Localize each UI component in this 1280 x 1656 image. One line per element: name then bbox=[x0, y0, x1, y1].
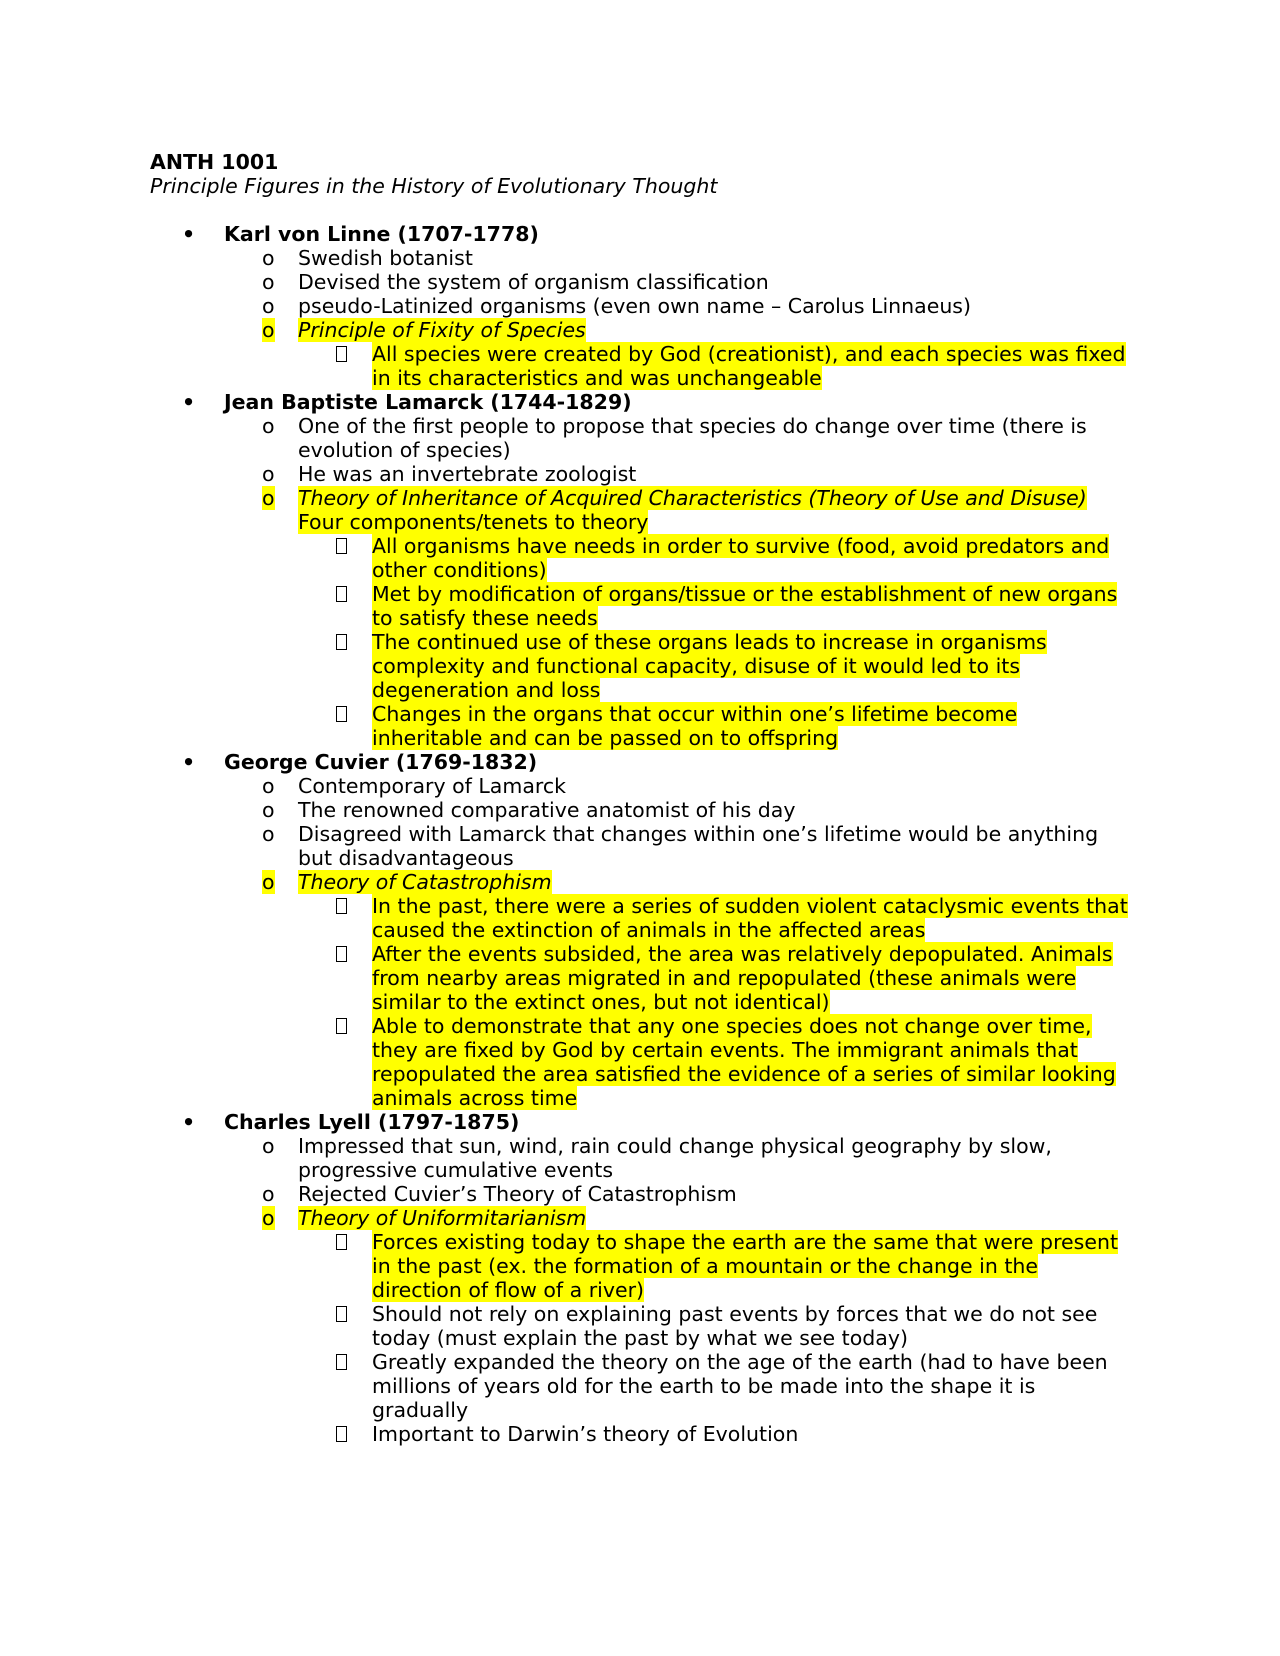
sub-item bbox=[150, 534, 1130, 582]
item-text: Devised the system of organism classification bbox=[298, 270, 769, 294]
square-bullet-icon bbox=[336, 582, 347, 606]
theory-name: Theory of Uniformitarianism bbox=[298, 1206, 587, 1230]
continuation-text: Four components/tenets to theory bbox=[298, 510, 649, 534]
list-item bbox=[150, 798, 1130, 822]
square-bullet-icon bbox=[336, 702, 347, 726]
circle-marker: o bbox=[262, 798, 275, 822]
square-bullet-icon bbox=[336, 1422, 347, 1446]
document-subtitle: Principle Figures in the History of Evolutionary Thought bbox=[150, 174, 718, 198]
sub-item bbox=[150, 342, 1130, 390]
item-text: One of the first people to propose that species do change over time (there is evolution of species) bbox=[298, 414, 1087, 462]
sub-item-text: Greatly expanded the theory on the age of the earth (had to have been millions of years old for the earth to be made into the shape it is gradually bbox=[372, 1350, 1108, 1422]
circle-marker: o bbox=[262, 822, 275, 846]
square-bullet-icon bbox=[336, 1014, 347, 1038]
figure-heading bbox=[150, 390, 1130, 414]
square-bullet-icon bbox=[336, 942, 347, 966]
sub-item bbox=[150, 1302, 1130, 1350]
theory-name: Theory of Inheritance of Acquired Characteristics (Theory of Use and Disuse) bbox=[298, 486, 1087, 510]
sub-item-text: Met by modification of organs/tissue or the establishment of new organs to satisfy these needs bbox=[372, 582, 1118, 630]
item-text: Rejected Cuvier’s Theory of Catastrophism bbox=[298, 1182, 737, 1206]
bullet-marker: • bbox=[182, 1110, 196, 1134]
sub-item bbox=[150, 1230, 1130, 1302]
circle-marker: o bbox=[262, 462, 275, 486]
sub-item bbox=[150, 702, 1130, 750]
figure-name: Jean Baptiste Lamarck (1744-1829) bbox=[224, 390, 632, 414]
item-text: Disagreed with Lamarck that changes within one’s lifetime would be anything but disadvantageous bbox=[298, 822, 1099, 870]
circle-marker: o bbox=[262, 246, 275, 270]
list-item bbox=[150, 462, 1130, 486]
sub-item bbox=[150, 630, 1130, 702]
list-item bbox=[150, 822, 1130, 870]
figure-heading bbox=[150, 1110, 1130, 1134]
square-bullet-icon bbox=[336, 534, 347, 558]
sub-item-text: Forces existing today to shape the earth are the same that were present in the past (ex. the formation of a mountain or the change in the direction of flow of a river) bbox=[372, 1230, 1118, 1302]
sub-item-text: Important to Darwin’s theory of Evolution bbox=[372, 1422, 799, 1446]
list-item bbox=[150, 246, 1130, 270]
figure-heading bbox=[150, 222, 1130, 246]
sub-item-text: Should not rely on explaining past events by forces that we do not see today (must explain the past by what we see today) bbox=[372, 1302, 1098, 1350]
bullet-marker: • bbox=[182, 222, 196, 246]
square-bullet-icon bbox=[336, 1302, 347, 1326]
circle-marker: o bbox=[262, 1182, 275, 1206]
sub-item bbox=[150, 582, 1130, 630]
list-item bbox=[150, 414, 1130, 462]
sub-item-text: In the past, there were a series of sudden violent cataclysmic events that caused the extinction of animals in the affected areas bbox=[372, 894, 1128, 942]
circle-marker: o bbox=[262, 486, 275, 510]
sub-item-text: After the events subsided, the area was relatively depopulated. Animals from nearby areas migrated in and repopulated (these animals were similar to the extinct ones, but not identical) bbox=[372, 942, 1113, 1014]
sub-item-text: Changes in the organs that occur within one’s lifetime become inheritable and can be passed on to offspring bbox=[372, 702, 1018, 750]
item-text: Contemporary of Lamarck bbox=[298, 774, 567, 798]
bullet-marker: • bbox=[182, 750, 196, 774]
sub-item-text: Able to demonstrate that any one species does not change over time, they are fixed by God by certain events. The immigrant animals that repopulated the area satisfied the evidence of a series of similar looking animals across time bbox=[372, 1014, 1116, 1110]
bullet-marker: • bbox=[182, 390, 196, 414]
theory-name: Theory of Catastrophism bbox=[298, 870, 552, 894]
square-bullet-icon bbox=[336, 1230, 347, 1254]
theory-item bbox=[150, 1206, 1130, 1230]
circle-marker: o bbox=[262, 1134, 275, 1158]
list-item bbox=[150, 774, 1130, 798]
circle-marker: o bbox=[262, 414, 275, 438]
circle-marker: o bbox=[262, 318, 275, 342]
sub-item bbox=[150, 894, 1130, 942]
theory-item bbox=[150, 870, 1130, 894]
list-item bbox=[150, 1134, 1130, 1182]
item-text: The renowned comparative anatomist of his day bbox=[298, 798, 796, 822]
theory-item bbox=[150, 486, 1130, 510]
square-bullet-icon bbox=[336, 1350, 347, 1374]
figure-heading bbox=[150, 750, 1130, 774]
figure-name: George Cuvier (1769-1832) bbox=[224, 750, 538, 774]
square-bullet-icon bbox=[336, 342, 347, 366]
theory-item bbox=[150, 318, 1130, 342]
sub-item bbox=[150, 942, 1130, 1014]
circle-marker: o bbox=[262, 1206, 275, 1230]
list-item bbox=[150, 1182, 1130, 1206]
item-text: Impressed that sun, wind, rain could change physical geography by slow, progressive cumulative events bbox=[298, 1134, 1052, 1182]
circle-marker: o bbox=[262, 774, 275, 798]
document-page bbox=[150, 150, 1130, 1446]
figure-name: Charles Lyell (1797-1875) bbox=[224, 1110, 520, 1134]
circle-marker: o bbox=[262, 270, 275, 294]
item-text: pseudo-Latinized organisms (even own name – Carolus Linnaeus) bbox=[298, 294, 971, 318]
sub-item bbox=[150, 1014, 1130, 1110]
circle-marker: o bbox=[262, 294, 275, 318]
sub-item bbox=[150, 1350, 1130, 1422]
circle-marker: o bbox=[262, 870, 275, 894]
square-bullet-icon bbox=[336, 894, 347, 918]
sub-item-text: The continued use of these organs leads to increase in organisms complexity and functional capacity, disuse of it would led to its degeneration and loss bbox=[372, 630, 1047, 702]
sub-item-text: All organisms have needs in order to survive (food, avoid predators and other conditions) bbox=[372, 534, 1110, 582]
figure-name: Karl von Linne (1707-1778) bbox=[224, 222, 539, 246]
item-text: Swedish botanist bbox=[298, 246, 473, 270]
theory-continuation bbox=[150, 510, 1130, 534]
list-item bbox=[150, 270, 1130, 294]
item-text: He was an invertebrate zoologist bbox=[298, 462, 637, 486]
sub-item bbox=[150, 1422, 1130, 1446]
square-bullet-icon bbox=[336, 630, 347, 654]
theory-name: Principle of Fixity of Species bbox=[298, 318, 586, 342]
sub-item-text: All species were created by God (creationist), and each species was fixed in its characteristics and was unchangeable bbox=[372, 342, 1126, 390]
course-code: ANTH 1001 bbox=[150, 150, 279, 174]
list-item bbox=[150, 294, 1130, 318]
